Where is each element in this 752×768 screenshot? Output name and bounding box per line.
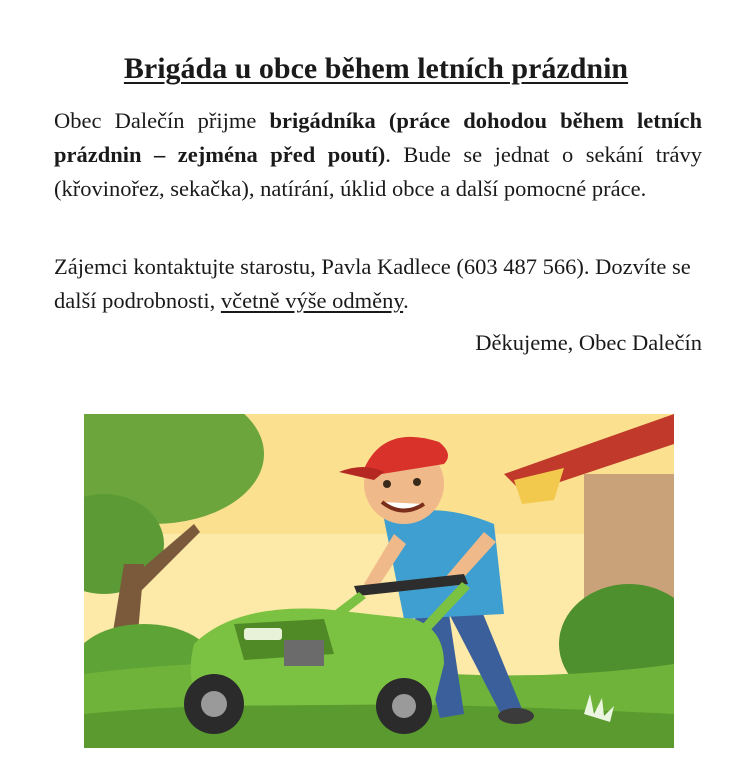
contact-text: Zájemci kontaktujte starostu, Pavla Kadlece (603 487 566). Dozvíte se další podrobnosti, xyxy=(54,254,691,313)
reward-note: včetně výše odměny xyxy=(220,288,404,313)
mower-wheel-front-hub xyxy=(201,691,227,717)
boy-shoe xyxy=(498,708,534,724)
contact-paragraph xyxy=(54,250,702,318)
description-intro: Obec Dalečín přijme xyxy=(54,108,270,133)
boy-eye-right xyxy=(413,478,421,486)
mowing-illustration-svg xyxy=(84,414,674,748)
mowing-illustration xyxy=(84,414,674,748)
mower-wheel-back-hub xyxy=(392,694,416,718)
mower-engine-block xyxy=(284,640,324,666)
page-title: Brigáda u obce během letních prázdnin xyxy=(123,52,629,85)
description-highlight: brigádníka (práce dohodou během letních prázdnin – zejména před poutí) xyxy=(54,108,702,167)
boy-eye-left xyxy=(383,480,391,488)
signature: Děkujeme, Obec Dalečín xyxy=(475,330,702,355)
contact-end: . xyxy=(403,288,409,313)
description-rest: . Bude se jednat o sekání trávy (křovinořez, sekačka), natírání, úklid obce a další pomocné práce. xyxy=(54,142,702,201)
description-paragraph xyxy=(54,104,702,206)
mower-headlight xyxy=(244,628,282,640)
